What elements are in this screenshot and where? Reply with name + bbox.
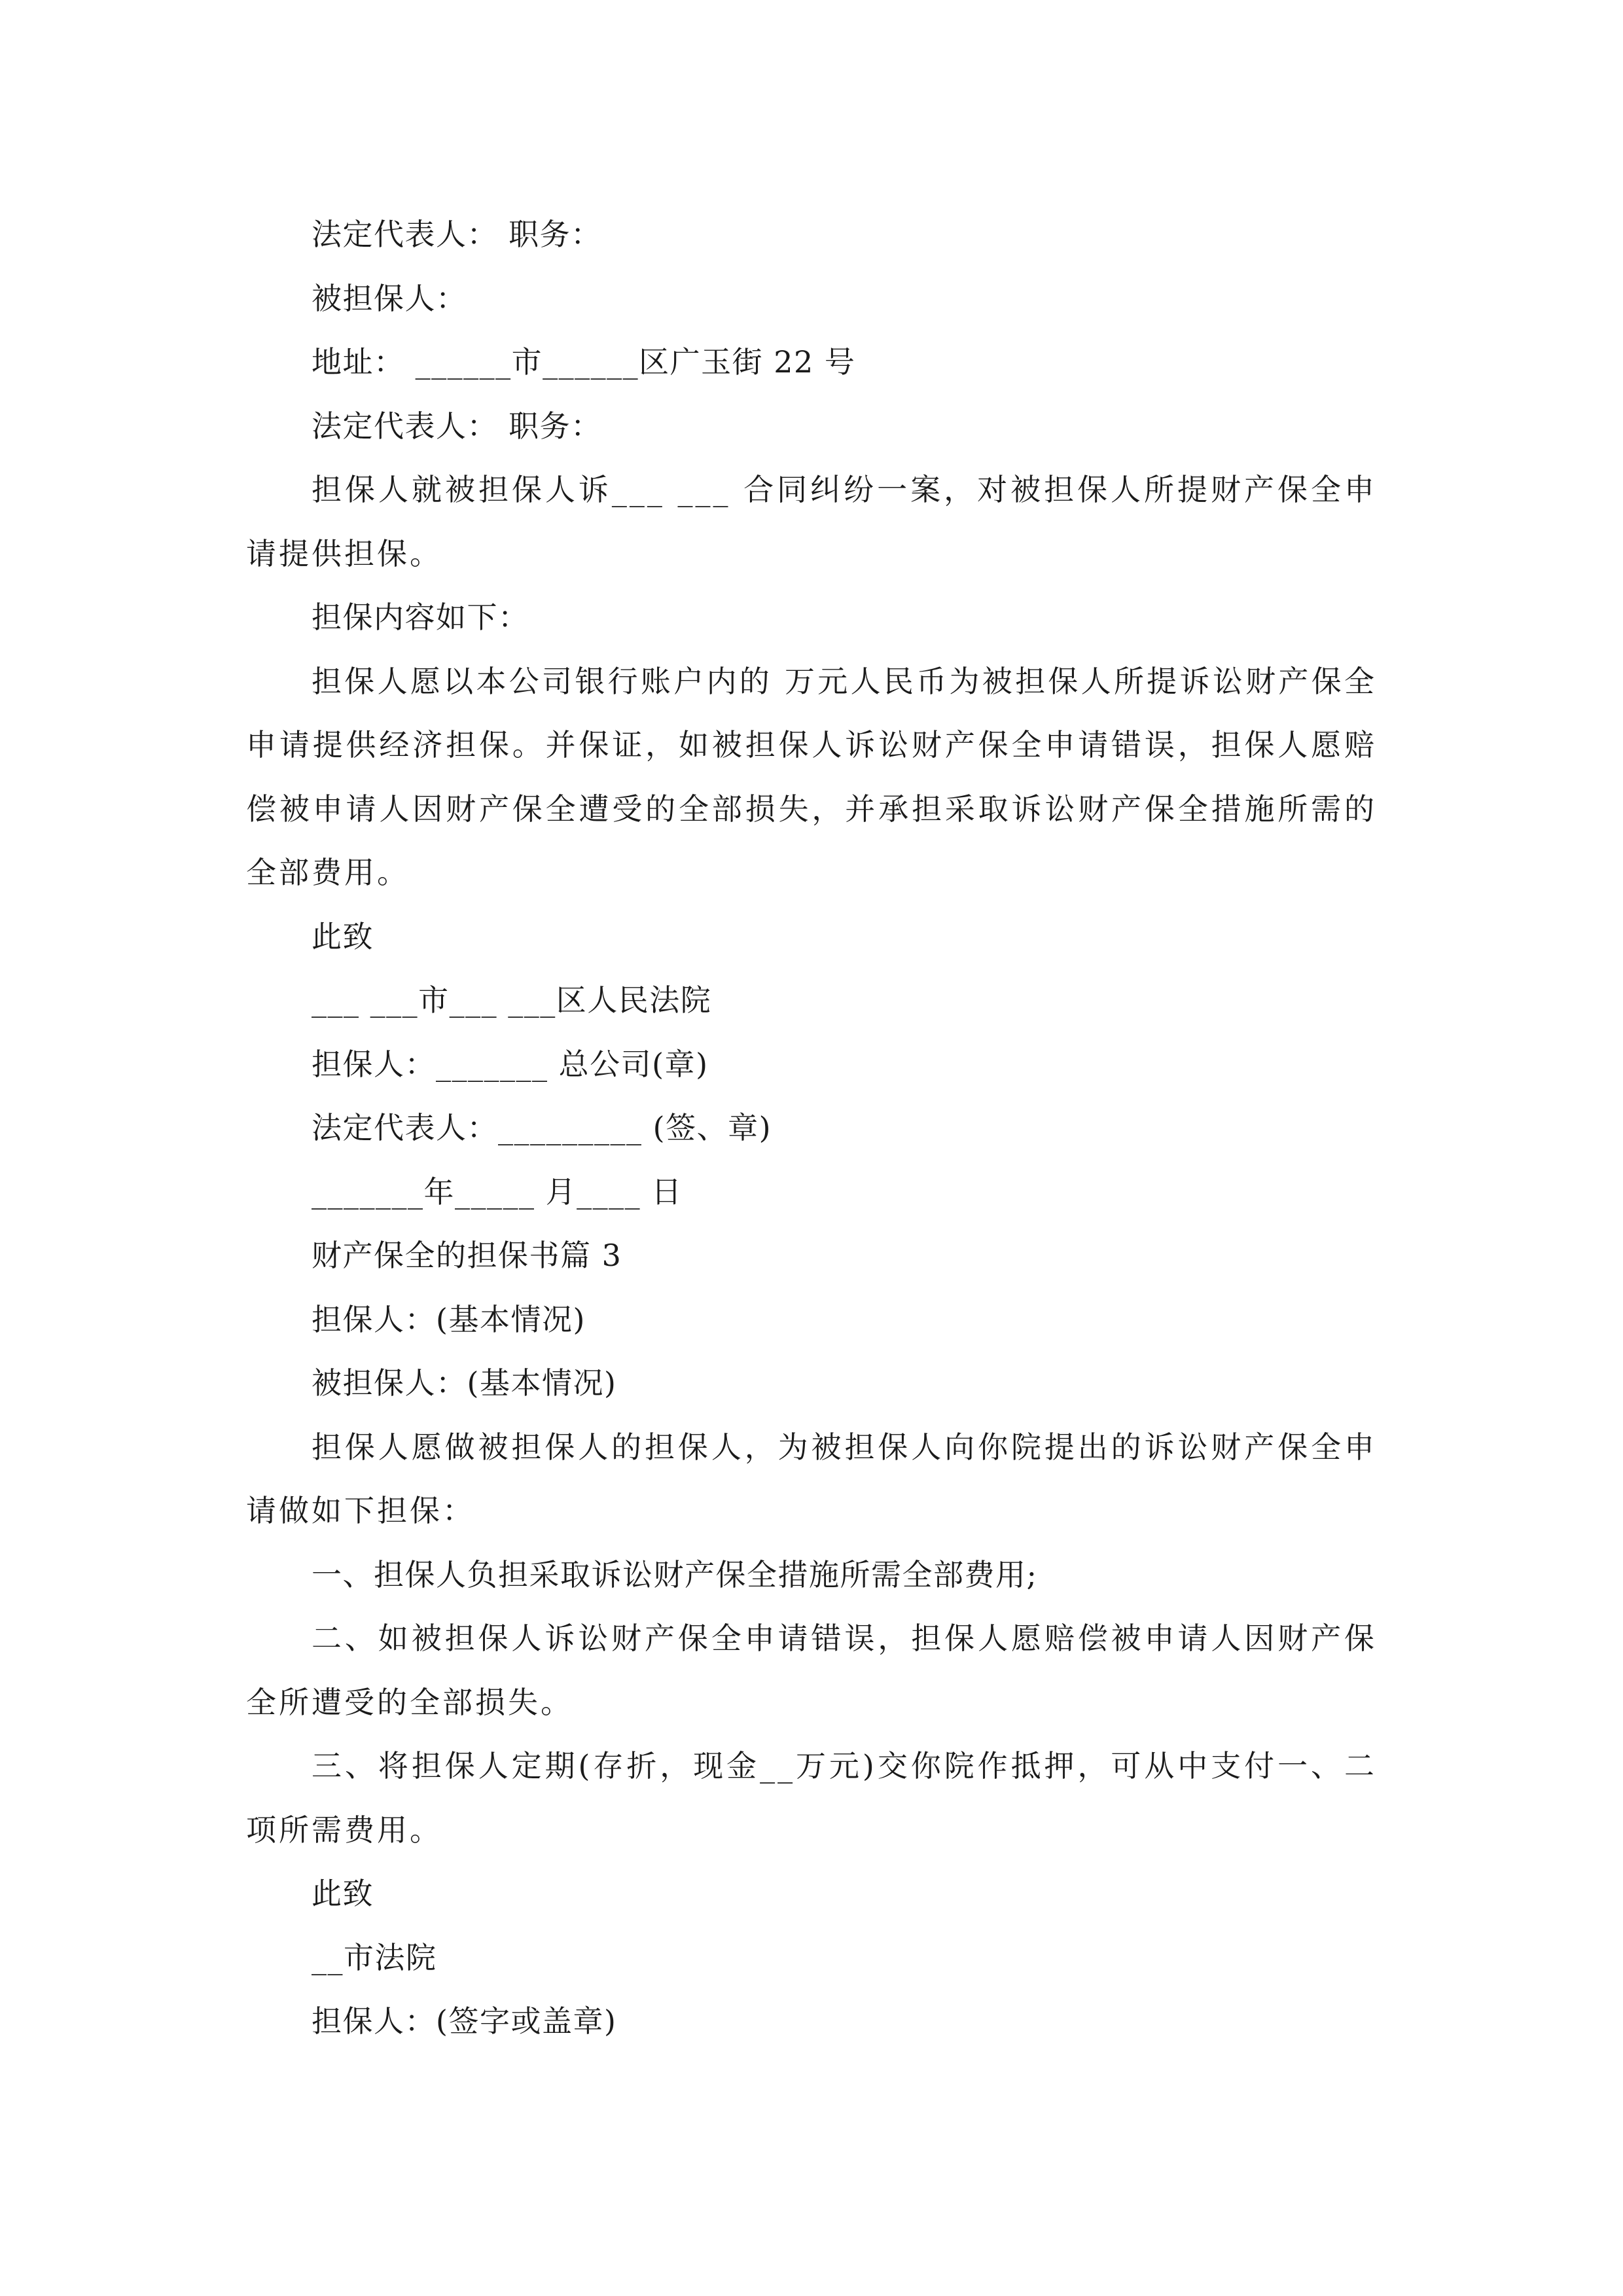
- salutation-line: 此致: [312, 918, 374, 954]
- guarantor-signature-line-2: 担保人：(签字或盖章): [312, 2003, 617, 2039]
- guaranteed-party-info-line: 被担保人：(基本情况): [312, 1365, 617, 1401]
- guarantee-intro-paragraph: 担保人就被担保人诉___ ___ 合同纠纷一案，对被担保人所提财产保全申请提供担保。: [246, 472, 1377, 571]
- document-body: [246, 203, 1377, 2054]
- clause-one: 一、担保人负担采取诉讼财产保全措施所需全部费用;: [312, 1556, 1038, 1592]
- clause-three: 三、将担保人定期(存折，现金__万元)交你院作抵押，可从中支付一、二项所需费用。: [246, 1748, 1377, 1848]
- court-recipient-line: ___ ___市___ ___区人民法院: [312, 982, 712, 1018]
- guarantee-content-heading: 担保内容如下：: [312, 600, 529, 635]
- clause-two: 二、如被担保人诉讼财产保全申请错误，担保人愿赔偿被申请人因财产保全所遭受的全部损失。: [246, 1621, 1377, 1720]
- date-line: _______年_____ 月____ 日: [312, 1174, 683, 1210]
- court-recipient-line-2: __市法院: [312, 1939, 437, 1975]
- address-line: 地址： ______市______区广玉街 22 号: [312, 344, 856, 380]
- legal-representative-line: 法定代表人： 职务：: [312, 217, 602, 252]
- guarantee-content-paragraph: 担保人愿以本公司银行账户内的 万元人民币为被担保人所提诉讼财产保全申请提供经济担保。并保证，如被担保人诉讼财产保全申请错误，担保人愿赔偿被申请人因财产保全遭受的全部损失，并承担采取诉讼财产保全措施所需的全部费用。: [246, 663, 1377, 890]
- guaranteed-party-line: 被担保人：: [312, 280, 467, 316]
- legal-representative-line-2: 法定代表人： 职务：: [312, 408, 602, 444]
- guarantee-declaration-paragraph: 担保人愿做被担保人的担保人，为被担保人向你院提出的诉讼财产保全申请做如下担保：: [246, 1429, 1377, 1528]
- guarantor-info-line: 担保人：(基本情况): [312, 1301, 586, 1337]
- section-title: 财产保全的担保书篇 3: [312, 1238, 622, 1273]
- salutation-line-2: 此致: [312, 1876, 374, 1911]
- guarantor-signature-line: 担保人：_______ 总公司(章): [312, 1046, 709, 1082]
- legal-rep-signature-line: 法定代表人：_________ (签、章): [312, 1110, 772, 1145]
